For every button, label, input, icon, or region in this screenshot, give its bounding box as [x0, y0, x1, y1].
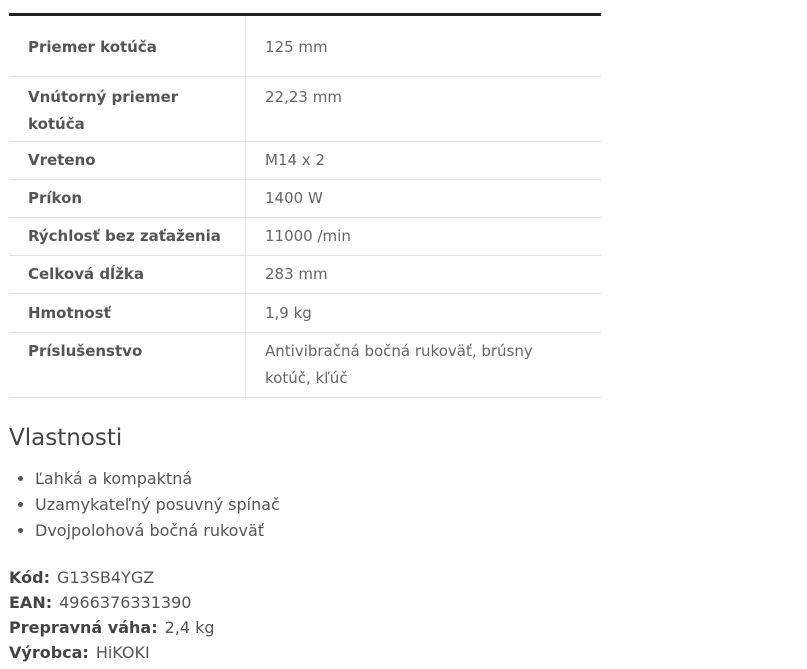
meta-ean-label: EAN: — [9, 593, 53, 612]
meta-maker-value: HiKOKI — [95, 643, 150, 662]
spec-value: 22,23 mm — [246, 77, 602, 142]
list-item: • Uzamykateľný posuvný spínač — [35, 492, 280, 518]
spec-value: 11000 /min — [246, 218, 602, 256]
meta-maker — [9, 640, 215, 665]
table-row — [9, 77, 601, 142]
spec-label: Hmotnosť — [9, 294, 246, 333]
table-row — [9, 333, 601, 398]
features-heading: Vlastnosti — [9, 425, 123, 451]
spec-value: 125 mm — [246, 15, 602, 77]
spec-label: Rýchlosť bez zaťaženia — [9, 218, 246, 256]
meta-maker-label: Výrobca: — [9, 643, 89, 662]
meta-code-label: Kód: — [9, 568, 50, 587]
table-row — [9, 142, 601, 180]
table-row — [9, 218, 601, 256]
spec-section — [9, 13, 601, 398]
spec-label: Priemer kotúča — [9, 15, 246, 77]
spec-value: 1400 W — [246, 180, 602, 218]
table-row — [9, 180, 601, 218]
table-row — [9, 15, 601, 77]
meta-weight — [9, 615, 215, 640]
meta-ean — [9, 590, 215, 615]
spec-value: Antivibračná bočná rukoväť, brúsny kotúč, kľúč — [246, 333, 602, 398]
product-meta — [9, 565, 215, 665]
spec-value: 1,9 kg — [246, 294, 602, 333]
meta-code — [9, 565, 215, 590]
meta-ean-value: 4966376331390 — [59, 593, 192, 612]
meta-code-value: G13SB4YGZ — [56, 568, 155, 587]
meta-weight-value: 2,4 kg — [164, 618, 215, 637]
table-row — [9, 256, 601, 294]
spec-label: Vreteno — [9, 142, 246, 180]
spec-value: M14 x 2 — [246, 142, 602, 180]
list-item: • Dvojpolohová bočná rukoväť — [35, 518, 280, 544]
spec-label: Vnútorný priemer kotúča — [9, 77, 246, 142]
table-row — [9, 294, 601, 333]
meta-weight-label: Prepravná váha: — [9, 618, 158, 637]
list-item: • Ľahká a kompaktná — [35, 466, 280, 492]
features-list — [9, 466, 280, 544]
spec-value: 283 mm — [246, 256, 602, 294]
spec-label: Príslušenstvo — [9, 333, 246, 398]
spec-label: Celková dĺžka — [9, 256, 246, 294]
spec-table — [9, 13, 601, 398]
spec-label: Príkon — [9, 180, 246, 218]
